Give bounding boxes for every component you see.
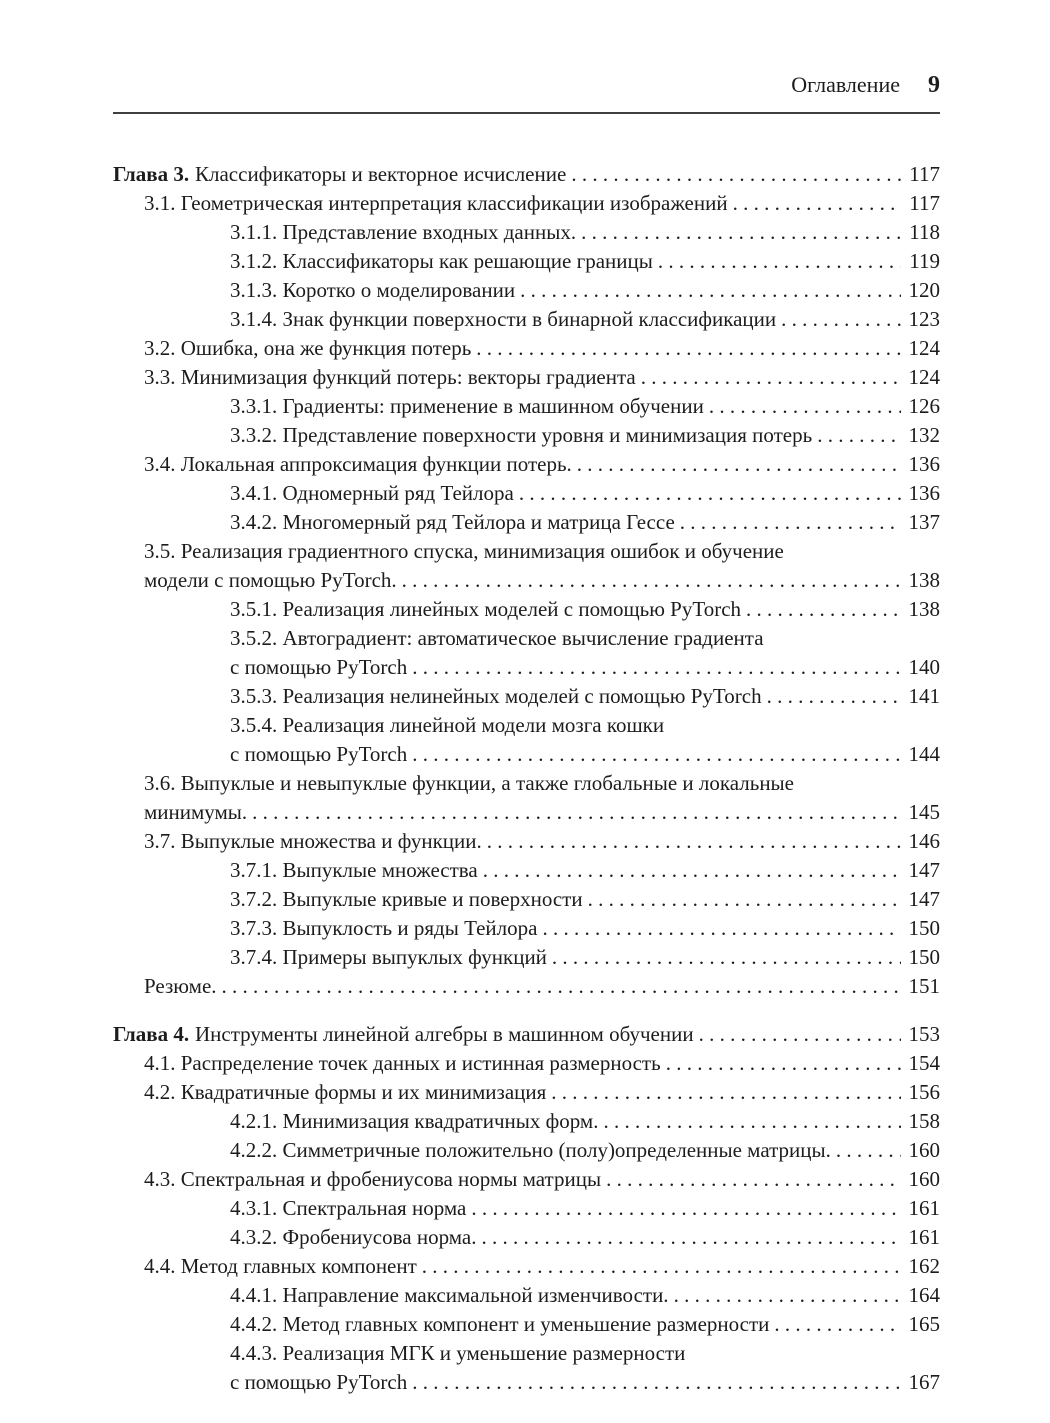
dot-leader [709,392,901,421]
toc-line [230,943,940,972]
entry-title: 4.4.1. Направление максимальной изменчивости. [230,1283,669,1307]
toc-line [113,1020,940,1049]
entry-page-number: 123 [908,307,940,331]
entry-title: 3.3.2. Представление поверхности уровня и минимизация потерь [230,423,813,447]
toc-line [144,1165,940,1194]
dot-leader [412,653,900,682]
entry-page-number: 154 [908,1051,940,1075]
toc-entry [113,276,940,305]
entry-title: с помощью PyTorch [230,655,408,679]
dot-leader [603,1107,900,1136]
dot-leader [733,189,902,218]
entry-page-number: 161 [908,1225,940,1249]
toc-line [230,1281,940,1310]
toc-line [230,421,940,450]
toc-line [144,972,940,1001]
toc-line [230,305,940,334]
toc-entry [113,1223,940,1252]
entry-page-number: 146 [908,829,940,853]
toc-entry [113,450,940,479]
entry-title: 4.4.2. Метод главных компонент и уменьшение размерности [230,1312,770,1336]
toc-entry [113,827,940,856]
toc-line [230,508,940,537]
entry-page-number: 150 [908,945,940,969]
dot-leader [222,972,901,1001]
dot-leader [519,479,901,508]
toc-entry [113,1281,940,1310]
entry-page-number: 164 [908,1283,940,1307]
toc-entry [113,1020,940,1049]
entry-title: Инструменты линейной алгебры в машинном обучении [195,1022,694,1046]
entry-title: 3.7.1. Выпуклые множества [230,858,478,882]
toc-entry [113,1339,940,1397]
toc-entry [113,392,940,421]
toc-line [144,798,940,827]
toc-entry [113,1078,940,1107]
toc-entry [113,885,940,914]
entry-page-number: 117 [909,162,940,186]
entry-page-number: 138 [908,568,940,592]
entry-title: 3.1.4. Знак функции поверхности в бинарной классификации [230,307,777,331]
entry-page-number: 118 [909,220,940,244]
dot-leader [577,450,901,479]
toc-entry [113,421,940,450]
dot-leader [767,682,901,711]
toc-line [230,1194,940,1223]
dot-leader [422,1252,901,1281]
toc-line [144,363,940,392]
header-title: Оглавление [791,72,900,97]
entry-page-number: 147 [908,887,940,911]
entry-title: 4.2.2. Симметричные положительно (полу)определенные матрицы. [230,1138,831,1162]
toc-entry [113,218,940,247]
toc-line [144,1252,940,1281]
entry-title: 4.3. Спектральная и фробениусова нормы матрицы [144,1167,602,1191]
entry-page-number: 160 [908,1138,940,1162]
entry-title: 3.4. Локальная аппроксимация функции потерь. [144,452,572,476]
page-header [113,72,940,114]
chapter-label: Глава 4. [113,1022,190,1046]
dot-leader [402,566,901,595]
dot-leader [836,1136,901,1165]
toc-line [230,479,940,508]
toc-line [230,653,940,682]
toc-entry [113,972,940,1001]
toc-entry [113,1136,940,1165]
entry-title: 3.1.1. Представление входных данных. [230,220,577,244]
dot-leader [552,943,901,972]
entry-title: 3.5.4. Реализация линейной модели мозга кошки [230,713,665,737]
toc-entry [113,1107,940,1136]
entry-page-number: 151 [908,974,940,998]
entry-title: 4.3.1. Спектральная норма [230,1196,467,1220]
entry-page-number: 132 [908,423,940,447]
toc-line [144,537,940,566]
toc-entry [113,914,940,943]
entry-page-number: 156 [908,1080,940,1104]
toc-line [230,682,940,711]
toc-entry [113,305,940,334]
dot-leader [483,856,901,885]
dot-leader [542,914,900,943]
toc-line [230,740,940,769]
entry-title: 3.1.2. Классификаторы как решающие границы [230,249,653,273]
dot-leader [658,247,901,276]
toc-line [230,595,940,624]
entry-title: 4.4.3. Реализация МГК и уменьшение размерности [230,1341,686,1365]
entry-page-number: 158 [908,1109,940,1133]
toc-line [144,189,940,218]
entry-title: 3.5.3. Реализация нелинейных моделей с помощью PyTorch [230,684,762,708]
entry-title: 3.6. Выпуклые и невыпуклые функции, а также глобальные и локальные [144,771,794,795]
toc-line [230,1310,940,1339]
toc-entry [113,856,940,885]
entry-title: Резюме. [144,974,217,998]
toc-entry [113,595,940,624]
entry-title: 4.3.2. Фробениусова норма. [230,1225,477,1249]
entry-title: 3.4.1. Одномерный ряд Тейлора [230,481,514,505]
entry-title: 3.7.2. Выпуклые кривые и поверхности [230,887,583,911]
toc-line [230,1368,940,1397]
dot-leader [674,1281,901,1310]
toc-line [230,885,940,914]
toc-entry [113,189,940,218]
entry-title: 3.7.3. Выпуклость и ряды Тейлора [230,916,538,940]
toc-line [230,856,940,885]
entry-title: 3.5. Реализация градиентного спуска, минимизация ошибок и обучение [144,539,784,563]
dot-leader [781,305,900,334]
dot-leader [487,827,901,856]
entry-page-number: 117 [909,191,940,215]
dot-leader [571,160,901,189]
entry-page-number: 120 [908,278,940,302]
entry-page-number: 160 [908,1167,940,1191]
toc-entry [113,769,940,827]
dot-leader [817,421,900,450]
toc-entry [113,943,940,972]
toc-line [144,334,940,363]
toc-entry [113,711,940,769]
entry-page-number: 167 [908,1370,940,1394]
toc-entry [113,682,940,711]
entry-title: 4.4. Метод главных компонент [144,1254,417,1278]
entry-page-number: 119 [909,249,940,273]
dot-leader [481,1223,900,1252]
header-page-number: 9 [928,72,940,98]
toc-line [144,566,940,595]
toc-entry [113,508,940,537]
toc-entry [113,537,940,595]
entry-title: модели с помощью PyTorch. [144,568,397,592]
dot-leader [471,1194,900,1223]
toc-line [230,218,940,247]
toc-entry [113,1165,940,1194]
entry-title: 3.3.1. Градиенты: применение в машинном обучении [230,394,704,418]
entry-page-number: 136 [908,481,940,505]
dot-leader [746,595,900,624]
toc-line [144,450,940,479]
entry-page-number: 147 [908,858,940,882]
toc-line [230,247,940,276]
dot-leader [476,334,900,363]
dot-leader [551,1078,900,1107]
toc-line [144,769,940,798]
entry-page-number: 137 [908,510,940,534]
entry-title: 4.2.1. Минимизация квадратичных форм. [230,1109,599,1133]
toc-line [144,1049,940,1078]
toc-line [230,1136,940,1165]
entry-page-number: 124 [908,336,940,360]
entry-title: 3.7.4. Примеры выпуклых функций [230,945,547,969]
entry-title: с помощью PyTorch [230,1370,408,1394]
entry-page-number: 153 [908,1022,940,1046]
dot-leader [588,885,901,914]
entry-page-number: 140 [908,655,940,679]
toc-line [230,392,940,421]
entry-page-number: 136 [908,452,940,476]
toc-line [230,914,940,943]
entry-page-number: 161 [908,1196,940,1220]
entry-page-number: 138 [908,597,940,621]
toc-entry [113,1194,940,1223]
entry-page-number: 144 [908,742,940,766]
dot-leader [412,740,900,769]
entry-title: 4.1. Распределение точек данных и истинная размерность [144,1051,661,1075]
dot-leader [680,508,901,537]
toc-line [144,827,940,856]
dot-leader [606,1165,900,1194]
toc-entry [113,479,940,508]
chapter-label: Глава 3. [113,162,190,186]
toc-line [230,276,940,305]
entry-page-number: 162 [908,1254,940,1278]
dot-leader [774,1310,900,1339]
toc-entry [113,247,940,276]
dot-leader [581,218,901,247]
toc-entry [113,1310,940,1339]
entry-title: минимумы. [144,800,248,824]
toc-list [113,160,940,1397]
entry-page-number: 126 [908,394,940,418]
toc-entry [113,1252,940,1281]
entry-title: с помощью PyTorch [230,742,408,766]
toc-line [113,160,940,189]
entry-title: 3.1. Геометрическая интерпретация классификации изображений [144,191,728,215]
toc-entry [113,1049,940,1078]
entry-title: 3.7. Выпуклые множества и функции. [144,829,482,853]
dot-leader [252,798,900,827]
entry-title: 3.4.2. Многомерный ряд Тейлора и матрица Гессе [230,510,675,534]
entry-page-number: 165 [908,1312,940,1336]
toc-line [230,711,940,740]
dot-leader [641,363,901,392]
dot-leader [699,1020,901,1049]
entry-title: 3.1.3. Коротко о моделировании [230,278,516,302]
entry-title: 3.3. Минимизация функций потерь: векторы градиента [144,365,636,389]
toc-entry [113,363,940,392]
toc-line [230,1223,940,1252]
entry-page-number: 141 [908,684,940,708]
toc-entry [113,334,940,363]
entry-title: 3.5.2. Автоградиент: автоматическое вычисление градиента [230,626,764,650]
toc-line [144,1078,940,1107]
toc-line [230,1339,940,1368]
dot-leader [666,1049,901,1078]
entry-page-number: 124 [908,365,940,389]
toc-line [230,624,940,653]
dot-leader [412,1368,900,1397]
toc-line [230,1107,940,1136]
dot-leader [520,276,900,305]
entry-page-number: 150 [908,916,940,940]
toc-entry [113,160,940,189]
entry-title: 3.5.1. Реализация линейных моделей с помощью PyTorch [230,597,742,621]
entry-title: Классификаторы и векторное исчисление [195,162,567,186]
toc-entry [113,624,940,682]
entry-title: 3.2. Ошибка, она же функция потерь [144,336,472,360]
entry-page-number: 145 [908,800,940,824]
entry-title: 4.2. Квадратичные формы и их минимизация [144,1080,547,1104]
